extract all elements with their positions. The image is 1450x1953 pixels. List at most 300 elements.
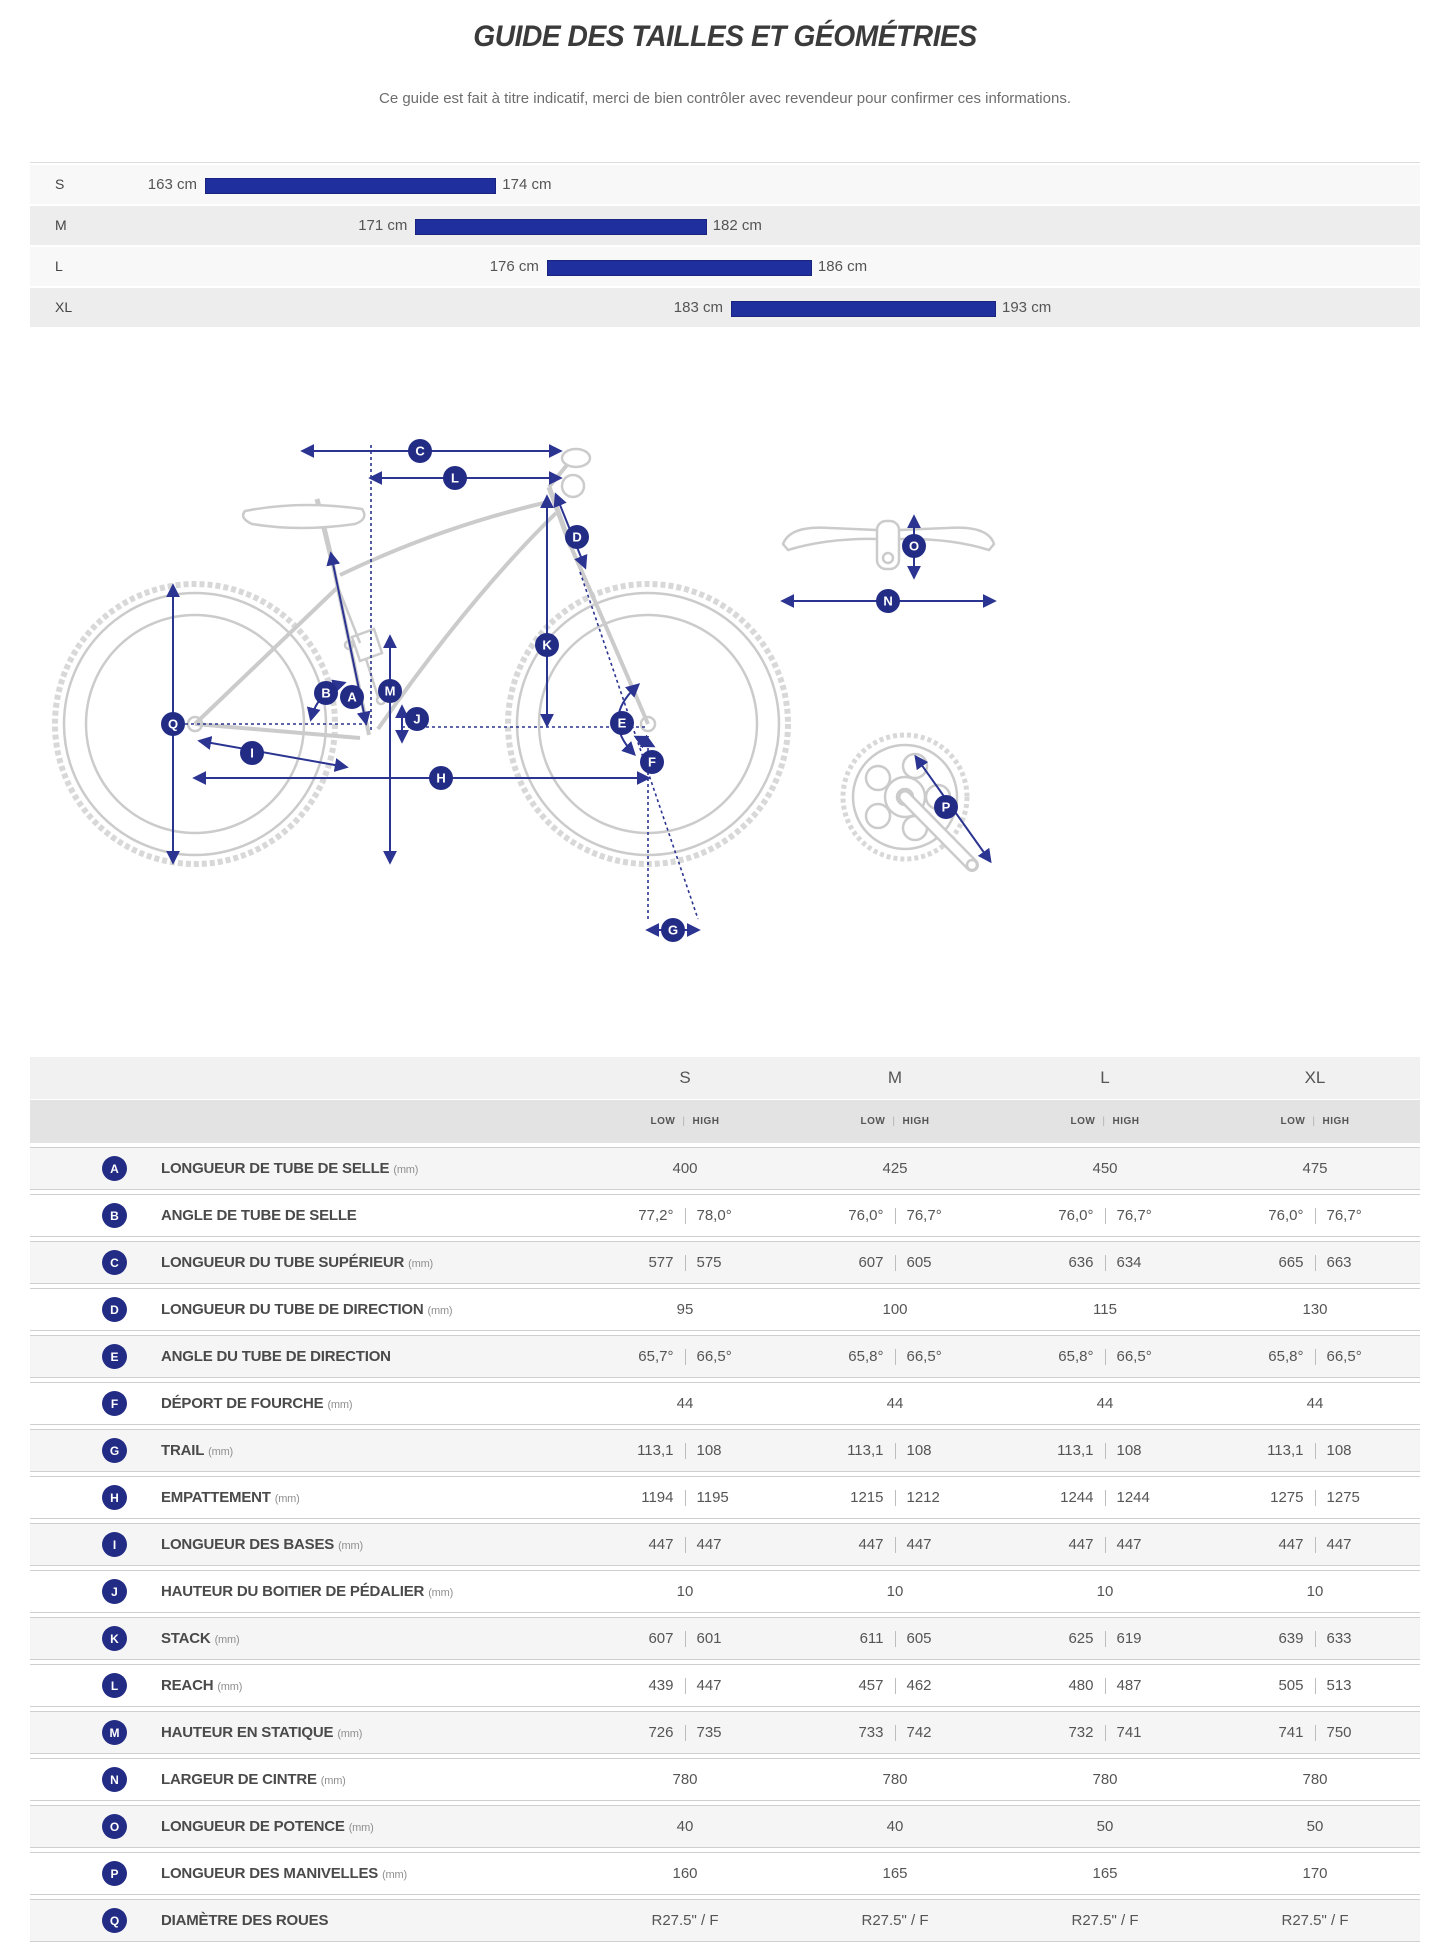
value-cell [1000,1489,1210,1506]
svg-text:B: B [321,685,331,701]
row-label: LONGUEUR DE TUBE DE SELLE (mm) [161,1160,419,1177]
low-value: 447 [1278,1536,1304,1553]
value-separator [895,1537,896,1553]
low-value: 1275 [1270,1489,1304,1506]
value-cell [790,1348,1000,1365]
value-separator [1105,1443,1106,1459]
row-unit: (mm) [348,1822,374,1834]
row-letter-badge: J [102,1579,127,1604]
value-separator [895,1631,896,1647]
row-letter-badge: N [102,1767,127,1792]
value-cell: 780 [672,1771,698,1788]
row-label: REACH (mm) [161,1677,243,1694]
row-letter-badge: K [102,1626,127,1651]
value-separator [685,1631,686,1647]
high-value: 447 [1326,1536,1352,1553]
row-letter-badge: E [102,1344,127,1369]
svg-text:L: L [451,470,459,486]
low-label: LOW [1070,1116,1096,1127]
value-cell: 10 [676,1583,694,1600]
value-cell: R27.5" / F [651,1912,719,1929]
size-label: L [55,258,63,274]
value-cell [1210,1677,1420,1694]
value-cell [790,1442,1000,1459]
geometry-row-B [30,1194,1420,1237]
value-cell [1000,1536,1210,1553]
value-cell [1000,1724,1210,1741]
value-cell: R27.5" / F [861,1912,929,1929]
geometry-row-I [30,1523,1420,1566]
max-height-label: 186 cm [817,258,868,275]
diagram-label-E-badge [610,711,634,735]
high-value: 76,7° [906,1207,942,1224]
diagram-label-G-badge [661,918,685,942]
value-cell [1210,1630,1420,1647]
row-unit: (mm) [327,1399,353,1411]
value-cell: 10 [1096,1583,1114,1600]
low-value: 1244 [1060,1489,1094,1506]
row-label: ANGLE DE TUBE DE SELLE [161,1207,357,1224]
size-column-header: L [1100,1068,1110,1087]
value-cell: R27.5" / F [1071,1912,1139,1929]
low-label: LOW [860,1116,886,1127]
high-value: 108 [1326,1442,1352,1459]
row-label: HAUTEUR EN STATIQUE (mm) [161,1724,363,1741]
value-cell [1210,1489,1420,1506]
diagram-label-Q-badge [161,712,185,736]
low-value: 76,0° [1058,1207,1094,1224]
value-separator [1315,1631,1316,1647]
value-separator [1315,1725,1316,1741]
row-label: LONGUEUR DES MANIVELLES (mm) [161,1865,407,1882]
size-label: XL [55,299,73,315]
value-cell [790,1630,1000,1647]
row-label: EMPATTEMENT (mm) [161,1489,300,1506]
high-label: HIGH [1322,1116,1350,1127]
high-value: 634 [1116,1254,1142,1271]
high-value: 633 [1326,1630,1352,1647]
low-value: 726 [648,1724,674,1741]
diagram-label-P-badge [934,795,958,819]
high-value: 741 [1116,1724,1142,1741]
low-value: 113,1 [847,1442,884,1459]
row-unit: (mm) [320,1775,346,1787]
low-value: 113,1 [1057,1442,1094,1459]
high-value: 76,7° [1326,1207,1362,1224]
row-letter-badge: L [102,1673,127,1698]
high-value: 76,7° [1116,1207,1152,1224]
low-value: 77,2° [638,1207,674,1224]
value-cell [790,1724,1000,1741]
value-cell [1000,1254,1210,1271]
geometry-row-H [30,1476,1420,1519]
high-value: 447 [906,1536,932,1553]
high-value: 735 [696,1724,722,1741]
svg-text:I: I [250,745,254,761]
value-cell: 50 [1096,1818,1114,1835]
low-value: 625 [1068,1630,1094,1647]
value-cell: 10 [886,1583,904,1600]
high-value: 663 [1326,1254,1352,1271]
value-cell: R27.5" / F [1281,1912,1349,1929]
row-letter-badge: Q [102,1908,127,1933]
value-separator [1105,1349,1106,1365]
high-value: 601 [696,1630,722,1647]
low-value: 611 [859,1630,884,1647]
value-cell: 44 [1306,1395,1324,1412]
svg-text:D: D [572,529,582,545]
low-value: 1215 [850,1489,884,1506]
row-letter-badge: I [102,1532,127,1557]
diagram-label-O-badge [902,534,926,558]
value-cell: 165 [1092,1865,1118,1882]
high-value: 513 [1326,1677,1352,1694]
min-height-label: 163 cm [147,176,197,193]
value-separator [895,1208,896,1224]
lowhigh-header [1210,1116,1420,1127]
high-label: HIGH [692,1116,720,1127]
low-value: 1194 [641,1489,674,1506]
value-cell [790,1254,1000,1271]
geometry-row-O [30,1805,1420,1848]
diagram-label-H-badge [429,766,453,790]
value-cell: 450 [1092,1160,1118,1177]
value-cell [1210,1442,1420,1459]
min-height-label: 176 cm [489,258,539,275]
value-separator [1315,1490,1316,1506]
size-row-S [30,165,1420,204]
low-value: 439 [648,1677,674,1694]
value-separator [895,1255,896,1271]
high-value: 1244 [1116,1489,1150,1506]
value-cell: 10 [1306,1583,1324,1600]
svg-text:H: H [436,770,446,786]
row-label: LONGUEUR DU TUBE DE DIRECTION (mm) [161,1301,453,1318]
value-cell [790,1536,1000,1553]
row-label: HAUTEUR DU BOITIER DE PÉDALIER (mm) [161,1583,454,1600]
value-cell [580,1724,790,1741]
value-cell: 40 [676,1818,694,1835]
high-value: 108 [696,1442,722,1459]
diagram-label-A-badge [340,685,364,709]
value-cell [790,1207,1000,1224]
min-height-label: 171 cm [358,217,408,234]
value-cell [1000,1630,1210,1647]
high-value: 619 [1116,1630,1142,1647]
lowhigh-header [580,1116,790,1127]
diagram-label-L-badge [443,466,467,490]
value-cell: 130 [1302,1301,1328,1318]
value-cell [1210,1348,1420,1365]
row-unit: (mm) [338,1540,363,1552]
high-value: 462 [906,1677,932,1694]
low-value: 76,0° [1268,1207,1304,1224]
geometry-row-J [30,1570,1420,1613]
value-separator [1315,1208,1316,1224]
size-row-M [30,206,1420,245]
size-column-header: XL [1304,1068,1326,1087]
high-label: HIGH [1112,1116,1140,1127]
row-label: STACK (mm) [161,1630,240,1647]
value-separator [685,1678,686,1694]
value-cell: 170 [1302,1865,1328,1882]
low-label: LOW [650,1116,676,1127]
diagram-label-F-badge [640,750,664,774]
value-cell: 160 [672,1865,698,1882]
value-separator [685,1725,686,1741]
row-letter-badge: H [102,1485,127,1510]
diagram-label-N-badge [876,589,900,613]
high-value: 108 [906,1442,932,1459]
value-separator [895,1443,896,1459]
svg-text:Q: Q [167,716,179,732]
value-separator [1105,1631,1106,1647]
value-cell [580,1536,790,1553]
geometry-row-K [30,1617,1420,1660]
low-value: 505 [1278,1677,1304,1694]
low-value: 65,8° [1058,1348,1094,1365]
size-label: M [55,217,67,233]
svg-text:N: N [883,593,893,609]
svg-text:O: O [908,538,920,554]
row-label: LONGUEUR DE POTENCE (mm) [161,1818,374,1835]
page-subtitle: Ce guide est fait à titre indicatif, merci de bien contrôler avec revendeur pour confirmer ces informations. [379,90,1071,107]
value-cell: 475 [1302,1160,1328,1177]
low-value: 733 [858,1724,884,1741]
row-letter-badge: O [102,1814,127,1839]
value-separator [895,1349,896,1365]
low-value: 447 [648,1536,674,1553]
value-separator [685,1490,686,1506]
row-label: DIAMÈTRE DES ROUES [161,1912,329,1929]
high-value: 66,5° [696,1348,732,1365]
size-row-XL [30,288,1420,327]
high-label: HIGH [902,1116,930,1127]
value-cell [580,1348,790,1365]
value-cell [1000,1207,1210,1224]
value-separator [1105,1537,1106,1553]
value-cell [580,1489,790,1506]
pipe-separator: | [1102,1116,1106,1127]
low-value: 480 [1068,1677,1094,1694]
low-value: 447 [858,1536,884,1553]
value-cell: 780 [1092,1771,1118,1788]
height-range-bar [205,178,496,194]
geometry-row-M [30,1711,1420,1754]
high-value: 447 [696,1536,722,1553]
row-label: LONGUEUR DU TUBE SUPÉRIEUR (mm) [161,1254,434,1271]
lowhigh-header [1000,1116,1210,1127]
diagram-label-D-badge [565,525,589,549]
high-value: 1212 [906,1489,940,1506]
value-cell [1000,1348,1210,1365]
row-unit: (mm) [217,1681,243,1693]
row-label: LARGEUR DE CINTRE (mm) [161,1771,346,1788]
value-cell: 115 [1093,1301,1117,1318]
svg-text:M: M [384,683,396,699]
geometry-row-G [30,1429,1420,1472]
low-value: 447 [1068,1536,1094,1553]
high-value: 750 [1326,1724,1352,1741]
low-value: 113,1 [1267,1442,1304,1459]
max-height-label: 174 cm [502,176,552,193]
value-cell: 40 [886,1818,904,1835]
value-cell [1210,1536,1420,1553]
row-letter-badge: G [102,1438,127,1463]
table-lowhigh-header-row [30,1100,1420,1143]
low-value: 577 [648,1254,674,1271]
row-letter-badge: C [102,1250,127,1275]
geometry-row-N [30,1758,1420,1801]
high-value: 487 [1116,1677,1142,1694]
low-value: 607 [858,1254,884,1271]
geometry-row-D [30,1288,1420,1331]
low-value: 65,8° [1268,1348,1304,1365]
high-value: 575 [696,1254,722,1271]
size-column-header: S [679,1068,691,1087]
pipe-separator: | [1312,1116,1316,1127]
value-cell: 44 [676,1395,694,1412]
pipe-separator: | [682,1116,686,1127]
value-cell [1210,1254,1420,1271]
high-value: 66,5° [1326,1348,1362,1365]
row-letter-badge: M [102,1720,127,1745]
value-cell: 100 [882,1301,908,1318]
value-separator [1105,1678,1106,1694]
geometry-row-Q [30,1899,1420,1942]
handlebar-grip [562,449,590,467]
value-cell [1210,1724,1420,1741]
high-value: 1275 [1326,1489,1360,1506]
high-value: 1195 [696,1489,729,1506]
row-letter-badge: D [102,1297,127,1322]
high-value: 66,5° [906,1348,942,1365]
value-cell [790,1489,1000,1506]
row-letter-badge: F [102,1391,127,1416]
saddle [243,505,364,528]
row-letter-badge: B [102,1203,127,1228]
low-value: 76,0° [848,1207,884,1224]
geometry-row-P [30,1852,1420,1895]
value-separator [685,1255,686,1271]
value-cell [580,1254,790,1271]
value-cell [790,1677,1000,1694]
height-range-bar [731,301,996,317]
value-cell [580,1207,790,1224]
low-value: 113,1 [637,1442,674,1459]
row-label: TRAIL (mm) [161,1442,234,1459]
row-label: DÉPORT DE FOURCHE (mm) [161,1395,353,1412]
row-label: ANGLE DU TUBE DE DIRECTION [161,1348,391,1365]
row-unit: (mm) [337,1728,363,1740]
low-value: 732 [1068,1724,1094,1741]
value-cell: 95 [676,1301,694,1318]
pipe-separator: | [892,1116,896,1127]
svg-text:K: K [542,637,552,653]
low-value: 639 [1278,1630,1304,1647]
diagram-label-K-badge [535,633,559,657]
row-unit: (mm) [214,1634,240,1646]
value-separator [895,1678,896,1694]
svg-text:P: P [941,799,951,815]
diagram-label-C-badge [408,439,432,463]
height-range-bar [547,260,812,276]
max-height-label: 182 cm [712,217,762,234]
value-separator [1315,1537,1316,1553]
height-range-bar [415,219,706,235]
high-value: 742 [906,1724,932,1741]
row-unit: (mm) [393,1164,419,1176]
low-value: 65,7° [638,1348,674,1365]
row-label: LONGUEUR DES BASES (mm) [161,1536,363,1553]
value-separator [685,1349,686,1365]
diagram-label-I-badge [240,741,264,765]
value-cell [1210,1207,1420,1224]
geometry-row-L [30,1664,1420,1707]
geometry-row-E [30,1335,1420,1378]
max-height-label: 193 cm [1002,299,1052,316]
row-unit: (mm) [274,1493,300,1505]
value-cell [580,1677,790,1694]
high-value: 605 [906,1254,932,1271]
value-cell: 400 [672,1160,698,1177]
low-value: 741 [1278,1724,1304,1741]
value-cell: 780 [1302,1771,1328,1788]
low-value: 457 [858,1677,884,1694]
row-unit: (mm) [382,1869,407,1881]
high-value: 447 [696,1677,722,1694]
size-guide-chart [30,162,1420,327]
value-separator [1105,1725,1106,1741]
high-value: 78,0° [696,1207,732,1224]
row-letter-badge: P [102,1861,127,1886]
row-unit: (mm) [208,1446,234,1458]
svg-text:A: A [347,689,357,705]
lowhigh-header [790,1116,1000,1127]
value-cell: 50 [1306,1818,1324,1835]
low-value: 636 [1068,1254,1094,1271]
high-value: 108 [1116,1442,1142,1459]
min-height-label: 183 cm [673,299,723,316]
svg-text:C: C [415,443,425,459]
svg-text:J: J [413,711,421,727]
value-cell: 44 [1096,1395,1114,1412]
geometry-row-A [30,1147,1420,1190]
diagram-label-J-badge [405,707,429,731]
value-cell [1000,1677,1210,1694]
value-cell: 425 [882,1160,908,1177]
size-column-header: M [887,1068,903,1087]
low-value: 665 [1278,1254,1304,1271]
svg-text:G: G [667,922,679,938]
low-value: 607 [648,1630,674,1647]
value-separator [1315,1349,1316,1365]
svg-text:E: E [617,715,627,731]
table-size-header-row [30,1057,1420,1099]
value-separator [1105,1208,1106,1224]
size-label: S [55,176,65,192]
row-unit: (mm) [408,1258,434,1270]
row-unit: (mm) [428,1587,454,1599]
value-separator [895,1490,896,1506]
low-value: 65,8° [848,1348,884,1365]
value-separator [685,1208,686,1224]
page-title: GUIDE DES TAILLES ET GÉOMÉTRIES [473,20,977,53]
svg-text:F: F [648,754,656,770]
diagram-label-M-badge [378,679,402,703]
value-separator [1105,1255,1106,1271]
size-row-L [30,247,1420,286]
